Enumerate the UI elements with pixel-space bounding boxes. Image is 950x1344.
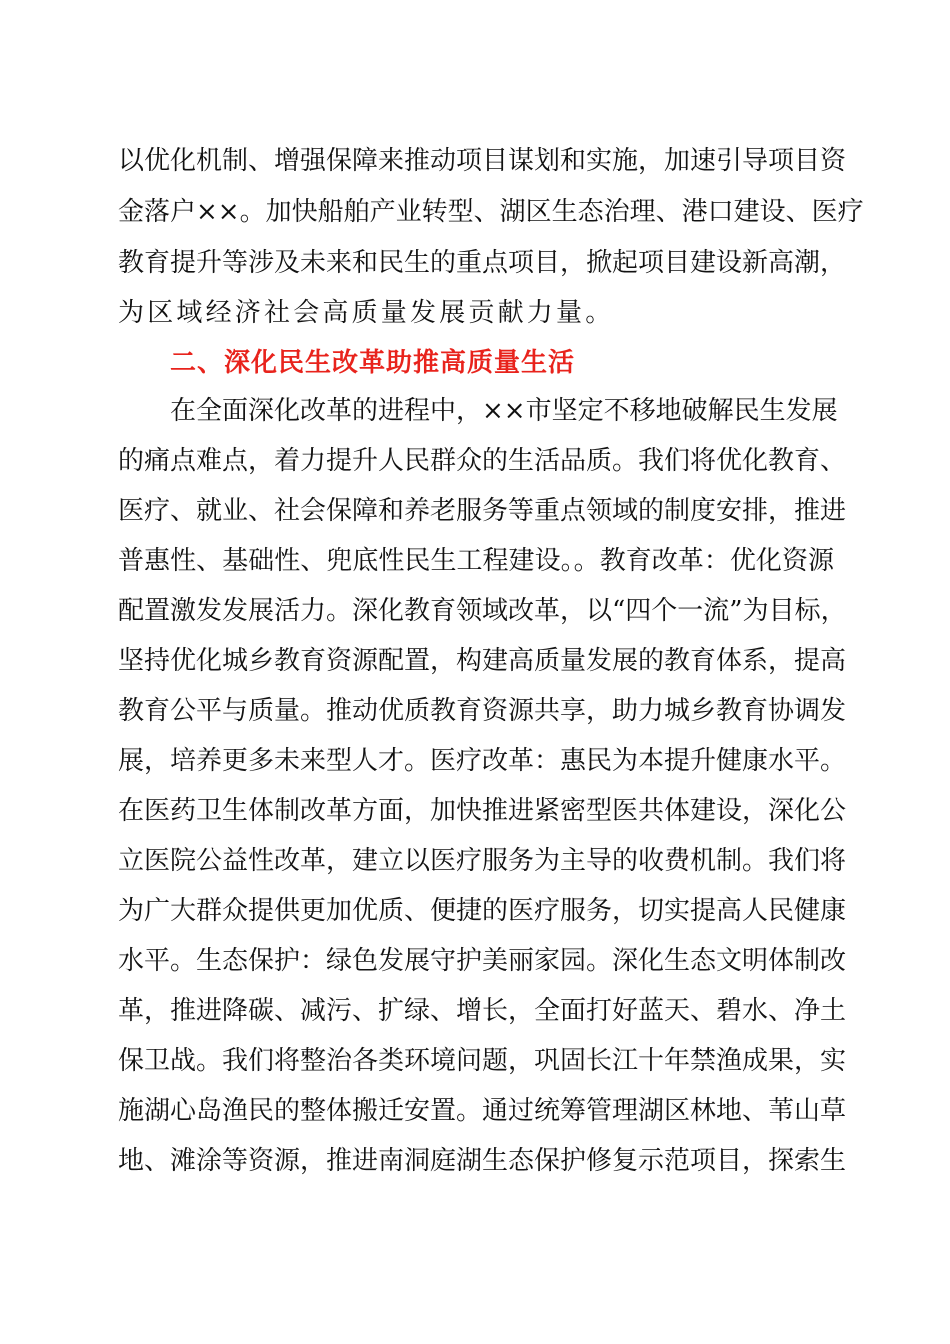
- paragraph2-line-14: 保卫战。我们将整治各类环境问题，巩固长江十年禁渔成果，实: [118, 1046, 847, 1076]
- paragraph2-line-10: 立医院公益性改革，建立以医疗服务为主导的收费机制。我们将: [118, 846, 847, 876]
- paragraph2-line-4: 普惠性、基础性、兜底性民生工程建设。。教育改革：优化资源: [118, 546, 834, 576]
- paragraph1-line-3: 教育提升等涉及未来和民生的重点项目，掀起项目建设新高潮，: [118, 248, 847, 278]
- paragraph1-line-4: 为区域经济社会高质量发展贡献力量。: [118, 298, 615, 328]
- paragraph2-line-9: 在医药卫生体制改革方面，加快推进紧密型医共体建设，深化公: [118, 796, 847, 826]
- paragraph2-line-11: 为广大群众提供更加优质、便捷的医疗服务，切实提高人民健康: [118, 896, 847, 926]
- paragraph2-line-2: 的痛点难点，着力提升人民群众的生活品质。我们将优化教育、: [118, 446, 847, 476]
- paragraph2-line-12: 水平。生态保护：绿色发展守护美丽家园。深化生态文明体制改: [118, 946, 847, 976]
- paragraph2-line-15: 施湖心岛渔民的整体搬迁安置。通过统筹管理湖区林地、苇山草: [118, 1096, 847, 1126]
- paragraph1-line-2: 金落户××。加快船舶产业转型、湖区生态治理、港口建设、医疗: [118, 197, 864, 227]
- paragraph2-line-6: 坚持优化城乡教育资源配置，构建高质量发展的教育体系，提高: [118, 646, 847, 676]
- paragraph2-line-5: 配置激发发展活力。深化教育领域改革，以“四个一流”为目标，: [118, 596, 847, 626]
- paragraph2-line-13: 革，推进降碳、减污、扩绿、增长，全面打好蓝天、碧水、净土: [118, 996, 847, 1026]
- paragraph1-line-1: 以优化机制、增强保障来推动项目谋划和实施，加速引导项目资: [118, 146, 847, 176]
- paragraph2-line-1: 在全面深化改革的进程中，××市坚定不移地破解民生发展: [170, 396, 838, 426]
- paragraph2-line-7: 教育公平与质量。推动优质教育资源共享，助力城乡教育协调发: [118, 696, 847, 726]
- paragraph2-line-16: 地、滩涂等资源，推进南洞庭湖生态保护修复示范项目，探索生: [118, 1146, 847, 1176]
- section-heading: 二、深化民生改革助推高质量生活: [170, 348, 576, 378]
- paragraph2-line-8: 展，培养更多未来型人才。医疗改革：惠民为本提升健康水平。: [118, 746, 847, 776]
- paragraph2-line-3: 医疗、就业、社会保障和养老服务等重点领域的制度安排，推进: [118, 496, 847, 526]
